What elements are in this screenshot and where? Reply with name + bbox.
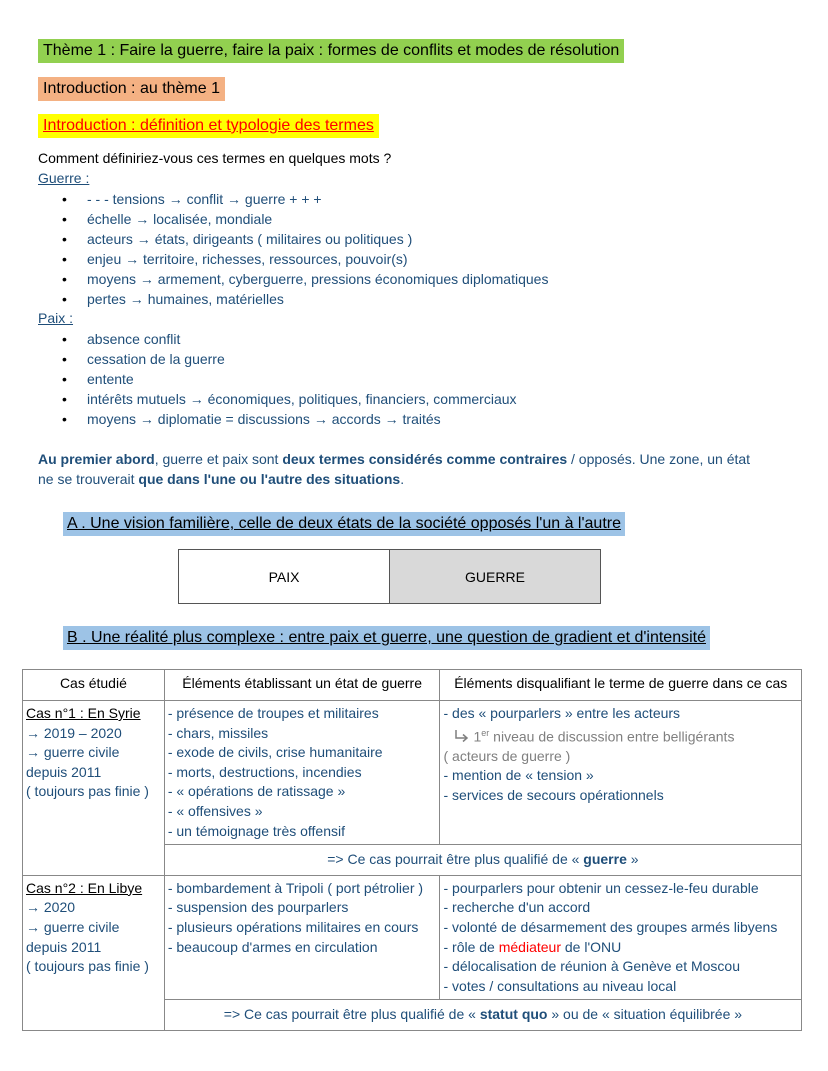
list-item [443, 724, 798, 747]
case-title: Cas n°2 : En Libye [26, 879, 143, 896]
case-line: → 2019 – 2020 [26, 724, 122, 741]
list-item: - mention de « tension » [443, 767, 594, 784]
bold-text: statut quo [479, 1006, 548, 1023]
bold-text: que dans l'une ou l'autre des situations [138, 471, 401, 487]
list-item: • enjeu → territoire, richesses, ressources, pouvoir(s) [60, 249, 548, 269]
case-line: → guerre civile [26, 918, 120, 935]
case-line: ( toujours pas finie ) [26, 783, 149, 800]
list-item: • cessation de la guerre [60, 349, 517, 369]
bold-text: guerre [583, 851, 627, 868]
case-libye [23, 875, 165, 1030]
list-item: • acteurs → états, dirigeants ( militaires ou politiques ) [60, 229, 548, 249]
list-item: - chars, missiles [167, 724, 269, 741]
list-item: - plusieurs opérations militaires en cours [167, 918, 419, 935]
guerre-box-label: GUERRE [465, 568, 525, 585]
libye-disqualifiant-cell [440, 875, 802, 1000]
list-item: - morts, destructions, incendies [167, 763, 362, 780]
highlight-text: médiateur [498, 938, 561, 955]
syrie-etat-cell [164, 701, 440, 845]
list-item: - services de secours opérationnels [443, 787, 664, 804]
list-item: - volonté de désarmement des groupes armés libyens [443, 918, 778, 935]
list-item: • absence conflit [60, 329, 517, 349]
table-row [23, 875, 802, 1000]
case-line: → guerre civile [26, 744, 120, 761]
bold-text: Au premier abord [38, 451, 155, 467]
paix-list [60, 329, 517, 429]
text: - rôle de [443, 938, 499, 955]
text: => Ce cas pourrait être plus qualifié de « [327, 851, 584, 868]
case-line: depuis 2011 [26, 938, 102, 955]
list-item: - exode de civils, crise humanitaire [167, 744, 383, 761]
cases-table [22, 669, 802, 1031]
list-item: - « offensives » [167, 802, 263, 819]
list-item: - « opérations de ratissage » [167, 783, 346, 800]
theme-title: Thème 1 : Faire la guerre, faire la paix : formes de conflits et modes de résolution [38, 39, 624, 63]
text: niveau de discussion entre belligérants [489, 728, 735, 745]
list-item: - pourparlers pour obtenir un cessez-le-feu durable [443, 879, 759, 896]
list-item: - beaucoup d'armes en circulation [167, 938, 378, 955]
case-title: Cas n°1 : En Syrie [26, 705, 141, 721]
paix-box [178, 549, 390, 604]
section-a-heading: A . Une vision familière, celle de deux états de la société opposés l'un à l'autre [63, 512, 625, 536]
list-item: - un témoignage très offensif [167, 822, 346, 839]
syrie-conclusion [164, 845, 801, 876]
header-cas: Cas étudié [23, 670, 165, 701]
list-item: • entente [60, 369, 517, 389]
case-line: ( toujours pas finie ) [26, 958, 149, 975]
return-arrow-icon [453, 729, 469, 743]
list-item: - présence de troupes et militaires [167, 705, 379, 721]
syrie-disqualifiant-cell [440, 701, 802, 845]
case-line: → 2020 [26, 899, 76, 916]
text: . [400, 471, 405, 487]
case-syrie [23, 701, 165, 876]
text: , guerre et paix sont [154, 451, 283, 467]
list-item: • pertes → humaines, matérielles [60, 289, 548, 309]
list-item: - suspension des pourparlers [167, 899, 349, 916]
paix-label: Paix : [38, 310, 74, 326]
intro-theme-heading: Introduction : au thème 1 [38, 77, 225, 101]
header-etat: Éléments établissant un état de guerre [164, 670, 440, 701]
list-item: • échelle → localisée, mondiale [60, 209, 548, 229]
guerre-label: Guerre : [38, 170, 90, 186]
intro-definition-heading: Introduction : définition et typologie des termes [38, 114, 379, 138]
list-item: • - - - tensions → conflit → guerre + + + [60, 189, 548, 209]
intro-paragraph [38, 449, 758, 489]
list-item: - délocalisation de réunion à Genève et Moscou [443, 958, 740, 975]
bold-text: deux termes considérés comme contraires [282, 451, 568, 467]
table-header-row [23, 670, 802, 701]
list-item: • moyens → armement, cyberguerre, pressions économiques diplomatiques [60, 269, 548, 289]
list-item: - votes / consultations au niveau local [443, 977, 677, 994]
list-item: - des « pourparlers » entre les acteurs [443, 705, 681, 721]
table-row [23, 701, 802, 845]
list-item: • moyens → diplomatie = discussions → accords → traités [60, 409, 517, 429]
case-line: depuis 2011 [26, 763, 102, 780]
paix-box-label: PAIX [268, 568, 300, 585]
libye-conclusion [164, 1000, 801, 1031]
guerre-list [60, 189, 548, 309]
guerre-box [389, 549, 601, 604]
list-item: • intérêts mutuels → économiques, politiques, financiers, commerciaux [60, 389, 517, 409]
text: 1 [473, 728, 482, 745]
section-b-heading: B . Une réalité plus complexe : entre paix et guerre, une question de gradient et d'intensité [63, 626, 710, 650]
text: » [626, 851, 639, 868]
list-item: ( acteurs de guerre ) [443, 747, 571, 764]
superscript: er [481, 727, 490, 738]
text: / opposés. Une zone, un état ne se trouverait [38, 451, 751, 487]
text: de l'ONU [561, 938, 622, 955]
text: => Ce cas pourrait être plus qualifié de « [223, 1006, 480, 1023]
list-item: - recherche d'un accord [443, 899, 591, 916]
header-disqualifiant: Éléments disqualifiant le terme de guerre dans ce cas [440, 670, 802, 701]
question-text: Comment définiriez-vous ces termes en quelques mots ? [38, 150, 392, 166]
list-item [443, 938, 798, 958]
list-item: - bombardement à Tripoli ( port pétrolier ) [167, 879, 424, 896]
text: » ou de « situation équilibrée » [547, 1006, 743, 1023]
libye-etat-cell [164, 875, 440, 1000]
